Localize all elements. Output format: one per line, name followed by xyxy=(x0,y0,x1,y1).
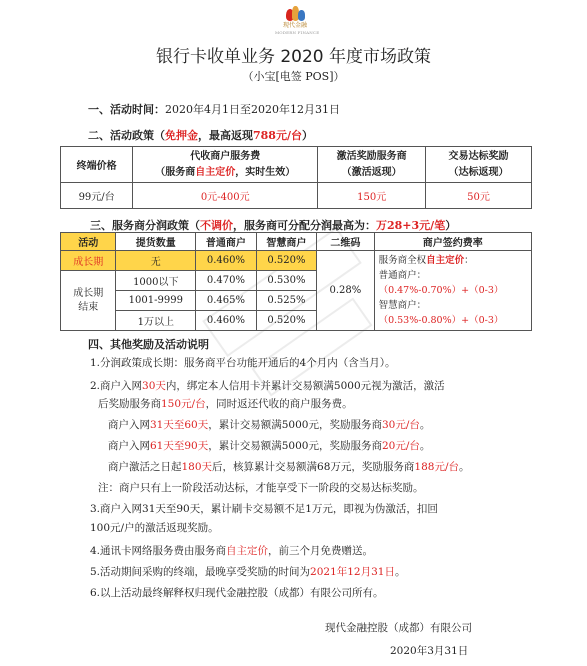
note-9 xyxy=(90,565,405,579)
activity-time-value: 2020年4月1日至2020年12月31日 xyxy=(165,103,340,116)
header-smart-merchant: 智慧商户 xyxy=(256,233,316,251)
logo-mark-icon xyxy=(284,6,306,22)
page-title: 银行卡收单业务 2020 年度市场政策 xyxy=(155,47,432,67)
company-logo xyxy=(275,6,320,35)
rate-normal-range: （0.47%-0.70%）+（0-3） xyxy=(378,285,504,296)
note-2-a: 2.商户入网 xyxy=(90,380,143,392)
cell-normal-rate-4: 0.460% xyxy=(196,311,256,331)
note-7-line-1: 3.商户入网31天至90天，累计刷卡交易额不足1万元，即视为伪激活，扣回 xyxy=(90,503,438,515)
page-subtitle: （小宝[电签 POS]） xyxy=(242,70,345,83)
cell-normal-rate-3: 0.465% xyxy=(196,291,256,311)
rate-line-1 xyxy=(379,253,527,268)
note-5 xyxy=(108,460,470,474)
header-qr-code: 二维码 xyxy=(317,233,374,251)
note-5-e: 。 xyxy=(459,461,470,473)
note-1: 1.分润政策成长期：服务商平台功能开通后的4个月内（含当月）。 xyxy=(90,357,396,369)
cell-terminal-price: 99元/台 xyxy=(61,183,133,209)
header-signing-rate: 商户签约费率 xyxy=(374,233,531,251)
note-2-days: 30天 xyxy=(142,380,166,392)
note-2-c: 内，绑定本人信用卡并累计交易额满5000元视为激活，激活 xyxy=(165,380,445,392)
fee-note-a: （服务商 xyxy=(155,166,196,178)
cell-trade-reward: 50元 xyxy=(426,183,532,209)
logo-english: MODERN FINANCE xyxy=(275,30,320,35)
header-service-fee xyxy=(133,147,318,183)
note-4-c: ，累计交易额满5000元，奖励服务商 xyxy=(208,440,382,452)
activity-time-line xyxy=(88,101,340,117)
cell-smart-rate-3: 0.525% xyxy=(256,291,316,311)
cell-smart-rate-4: 0.520% xyxy=(256,311,316,331)
note-3-days: 31天至60天 xyxy=(150,419,209,431)
note-5-c: 后，核算累计交易额满68万元，奖励服务商 xyxy=(212,461,415,473)
header-normal-merchant: 普通商户 xyxy=(196,233,256,251)
note-5-a: 商户激活之日起 xyxy=(108,461,182,473)
cell-volume-1001-9999: 1001-9999 xyxy=(116,291,196,311)
cell-volume-over-10000: 1万以上 xyxy=(116,311,196,331)
policy-table xyxy=(60,146,532,209)
note-9-date: 2021年12月31日 xyxy=(310,566,395,578)
rate-smart-label: 智慧商户： xyxy=(378,300,427,311)
cell-activity-growth: 成长期 xyxy=(61,251,116,271)
cell-service-fee: 0元-400元 xyxy=(133,183,318,209)
header-volume: 提货数量 xyxy=(116,233,196,251)
max-cashback-label: ，最高返现 xyxy=(198,129,253,142)
no-deposit-text: 免押金 xyxy=(165,129,198,142)
rate-self-pricing: 自主定价 xyxy=(426,255,465,266)
note-8 xyxy=(90,544,373,558)
rate-colon: ： xyxy=(464,255,474,266)
note-4-e: 。 xyxy=(419,440,431,452)
note-8-self-pricing: 自主定价 xyxy=(226,545,269,557)
cell-volume-under-1000: 1000以下 xyxy=(116,271,196,291)
fee-note-self-pricing: 自主定价 xyxy=(195,166,236,178)
note-5-days: 180天 xyxy=(181,461,213,473)
cell-smart-rate-1: 0.520% xyxy=(256,251,316,271)
note-6: 注：商户只有上一阶段活动达标，才能享受下一阶段的交易达标奖励。 xyxy=(98,482,424,494)
section-2-label: 二、活动政策（ xyxy=(88,129,165,142)
rate-normal-label: 普通商户： xyxy=(378,270,427,281)
header-trade-reward xyxy=(426,147,532,183)
note-2-reward: 150元/台 xyxy=(161,398,206,410)
section-3-label: 三、服务商分润政策（ xyxy=(90,219,200,232)
other-rewards-heading: 四、其他奖励及活动说明 xyxy=(88,338,209,351)
cell-activity-growth-end xyxy=(61,271,116,331)
note-4-days: 61天至90天 xyxy=(150,440,209,452)
cell-activation-reward: 150元 xyxy=(318,183,426,209)
header-trade-line1: 交易达标奖励 xyxy=(448,150,509,162)
header-terminal-price: 终端价格 xyxy=(61,147,133,183)
note-7-line-2: 100元/户的激活返现奖励。 xyxy=(90,522,219,534)
note-3-e: 。 xyxy=(419,419,431,431)
footer-company: 现代金融控股（成都）有限公司 xyxy=(325,622,472,634)
note-3-c: ，累计交易额满5000元，奖励服务商 xyxy=(208,419,382,431)
activity-policy-line xyxy=(88,127,313,143)
cell-qr-rate: 0.28% xyxy=(317,251,374,331)
note-2-d: 后奖励服务商 xyxy=(98,398,161,410)
note-3-a: 商户入网 xyxy=(108,419,150,431)
paren-close: ） xyxy=(301,129,313,142)
header-service-fee-line1: 代收商户服务费 xyxy=(190,150,261,162)
rate-smart-range: （0.53%-0.80%）+（0-3） xyxy=(378,315,504,326)
header-activation-line1: 激活奖励服务商 xyxy=(336,150,407,162)
cell-volume-none: 无 xyxy=(116,251,196,271)
note-5-reward: 188元/台 xyxy=(414,461,460,473)
no-price-change-text: 不调价 xyxy=(200,219,233,232)
profit-sharing-line xyxy=(90,217,456,233)
cell-normal-rate-1: 0.460% xyxy=(196,251,256,271)
note-3-reward: 30元/台 xyxy=(381,419,420,431)
cell-signing-rate-detail xyxy=(374,251,531,331)
max-cashback-value: 788元/台 xyxy=(253,129,302,142)
note-3 xyxy=(108,418,430,432)
section-1-label: 一、活动时间： xyxy=(88,103,165,116)
header-service-fee-line2 xyxy=(133,165,317,181)
note-4-a: 商户入网 xyxy=(108,440,150,452)
note-2-f: ，同时返还代收的商户服务费。 xyxy=(205,398,353,410)
note-4-reward: 20元/台 xyxy=(381,440,420,452)
cell-smart-rate-2: 0.530% xyxy=(256,271,316,291)
header-activation-reward xyxy=(318,147,426,183)
note-9-c: 。 xyxy=(394,566,406,578)
note-9-a: 5.活动期间采购的终端，最晚享受奖励的时间为 xyxy=(90,566,311,578)
note-10: 6.以上活动最终解释权归现代金融控股（成都）有限公司所有。 xyxy=(90,587,384,599)
max-share-value: 万28+3元/笔 xyxy=(376,219,446,232)
paren-close: ） xyxy=(445,219,457,232)
max-share-label: ，服务商可分配分润最高为： xyxy=(233,219,376,232)
header-trade-line2: （达标返现） xyxy=(448,166,509,178)
fee-note-c: ，实时生效） xyxy=(235,166,296,178)
note-2-line-2 xyxy=(98,397,353,411)
note-8-c: ，前三个月免费赠送。 xyxy=(268,545,374,557)
cell-normal-rate-2: 0.470% xyxy=(196,271,256,291)
note-2-line-1 xyxy=(90,379,445,393)
header-activation-line2: （激活返现） xyxy=(341,166,402,178)
growth-end-text: 成长期结束 xyxy=(73,287,104,313)
note-8-a: 4.通讯卡网络服务费由服务商 xyxy=(90,545,227,557)
header-activity: 活动 xyxy=(61,233,116,251)
rate-full-auth: 服务商全权 xyxy=(378,255,427,266)
logo-name: 现代金融 xyxy=(282,22,307,29)
note-4 xyxy=(108,439,430,453)
profit-sharing-table xyxy=(60,232,532,331)
footer-date: 2020年3月31日 xyxy=(390,645,469,657)
